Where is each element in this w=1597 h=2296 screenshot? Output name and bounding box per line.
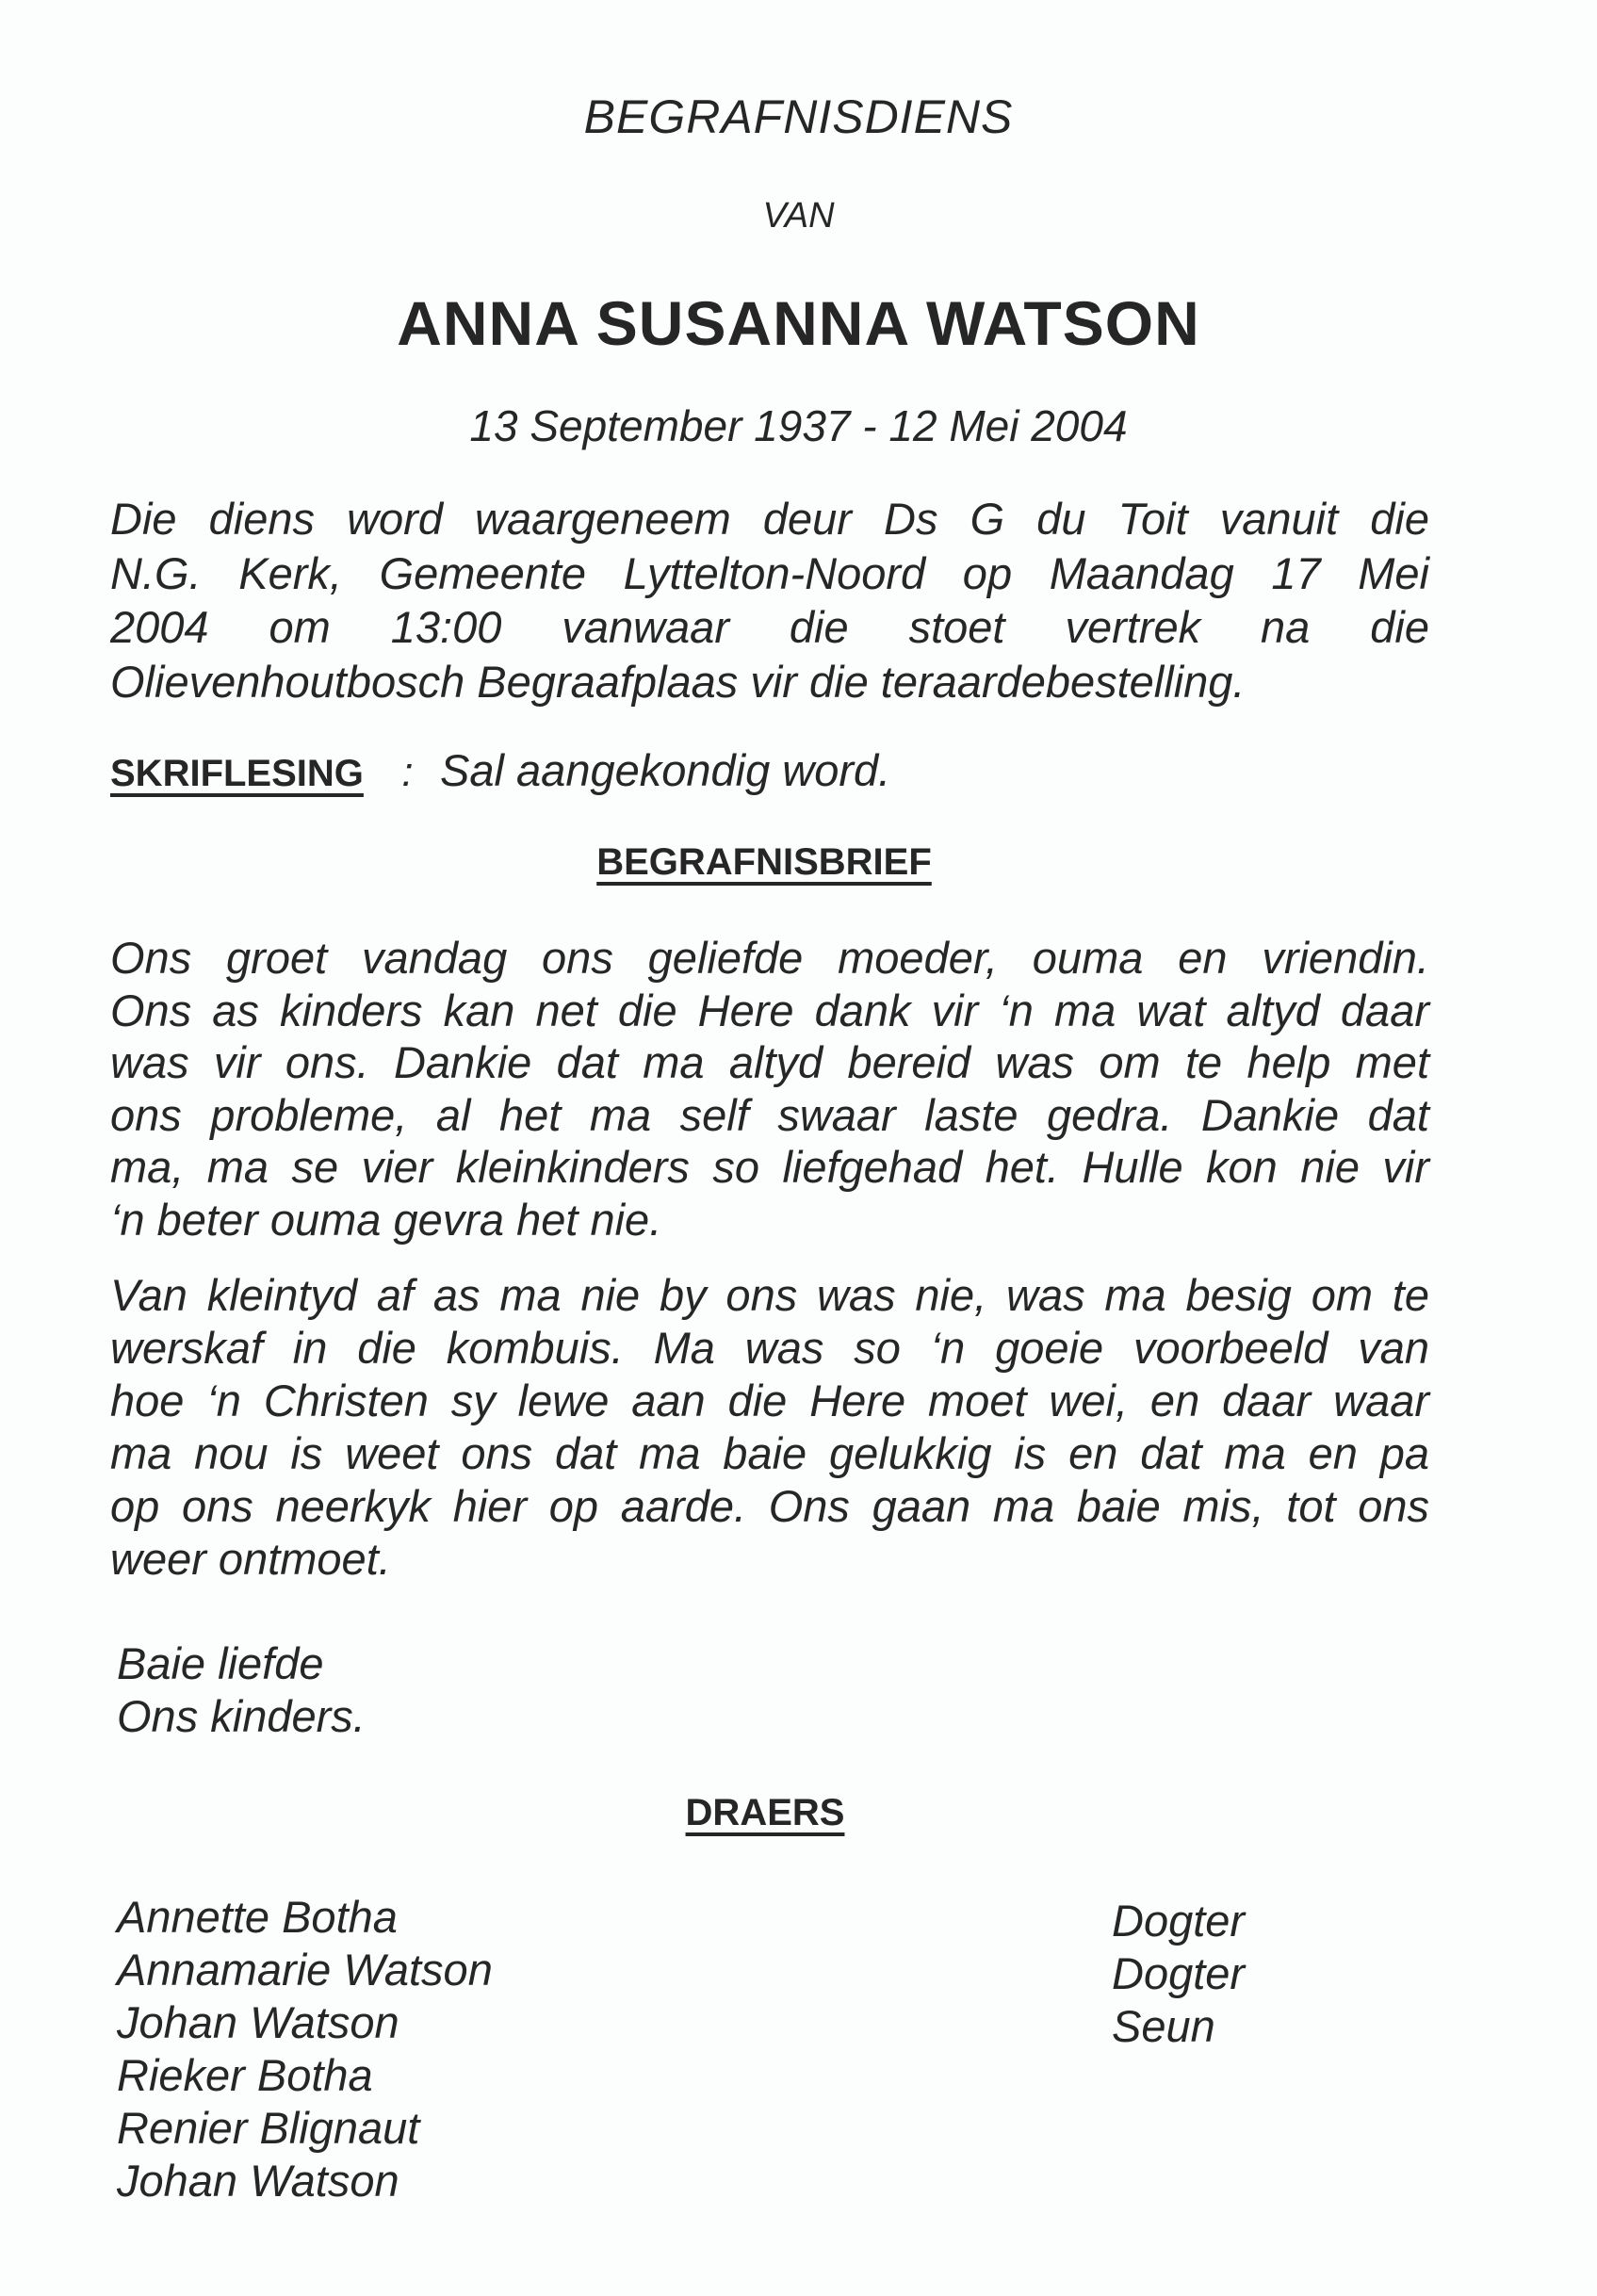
- text-line: Ons groet vandag ons geliefde moeder, ouma en vriendin.: [110, 933, 1429, 983]
- draers-heading: DRAERS: [685, 1792, 845, 1833]
- pallbearer-name: Annamarie Watson: [117, 1945, 493, 1995]
- pallbearer-relation: Dogter: [1112, 1948, 1246, 1998]
- skriflesing-text: Sal aangekondig word.: [440, 745, 891, 795]
- deceased-name: ANNA SUSANNA WATSON: [397, 288, 1200, 358]
- page-title: BEGRAFNISDIENS: [583, 90, 1014, 143]
- signature-line: Ons kinders.: [117, 1691, 366, 1741]
- separator: :: [401, 749, 414, 795]
- life-dates: 13 September 1937 - 12 Mei 2004: [469, 401, 1128, 450]
- text-line: werskaf in die kombuis. Ma was so ‘n goeie voorbeeld van: [110, 1323, 1429, 1373]
- pallbearer-name: Johan Watson: [117, 1997, 399, 2047]
- pallbearer-name: Johan Watson: [117, 2156, 399, 2206]
- text-line: Van kleintyd af as ma nie by ons was nie, was ma besig om te: [110, 1270, 1429, 1320]
- text-line: Ons as kinders kan net die Here dank vir ‘n ma wat altyd daar: [110, 985, 1429, 1035]
- pallbearer-name: Rieker Botha: [117, 2050, 373, 2100]
- skriflesing-label: SKRIFLESING: [110, 753, 364, 794]
- begrafnisbrief-heading: BEGRAFNISBRIEF: [596, 841, 932, 883]
- pallbearer-name: Annette Botha: [117, 1892, 398, 1942]
- van-label: VAN: [762, 196, 835, 236]
- text-line: 2004 om 13:00 vanwaar die stoet vertrek na die: [110, 602, 1429, 652]
- text-line: ma, ma se vier kleinkinders so liefgehad het. Hulle kon nie vir: [110, 1142, 1429, 1192]
- closing-line: Baie liefde: [117, 1638, 324, 1688]
- skriflesing-row: [110, 744, 890, 796]
- text-line: ma nou is weet ons dat ma baie gelukkig is en dat ma en pa: [110, 1428, 1429, 1478]
- text-line: weer ontmoet.: [110, 1534, 391, 1584]
- pallbearer-relation: Seun: [1112, 2001, 1215, 2051]
- text-line: ons probleme, al het ma self swaar laste gedra. Dankie dat: [110, 1090, 1429, 1140]
- text-line: Olievenhoutbosch Begraafplaas vir die teraardebestelling.: [110, 657, 1246, 707]
- pallbearer-name: Renier Blignaut: [117, 2103, 420, 2153]
- text-line: was vir ons. Dankie dat ma altyd bereid was om te help met: [110, 1037, 1429, 1087]
- text-line: hoe ‘n Christen sy lewe aan die Here moet wei, en daar waar: [110, 1376, 1429, 1425]
- pallbearer-relation: Dogter: [1112, 1896, 1246, 1946]
- text-line: N.G. Kerk, Gemeente Lyttelton-Noord op Maandag 17 Mei: [110, 548, 1429, 598]
- text-line: Die diens word waargeneem deur Ds G du Toit vanuit die: [110, 494, 1429, 544]
- text-line: op ons neerkyk hier op aarde. Ons gaan ma baie mis, tot ons: [110, 1481, 1429, 1531]
- text-line: ‘n beter ouma gevra het nie.: [110, 1195, 662, 1245]
